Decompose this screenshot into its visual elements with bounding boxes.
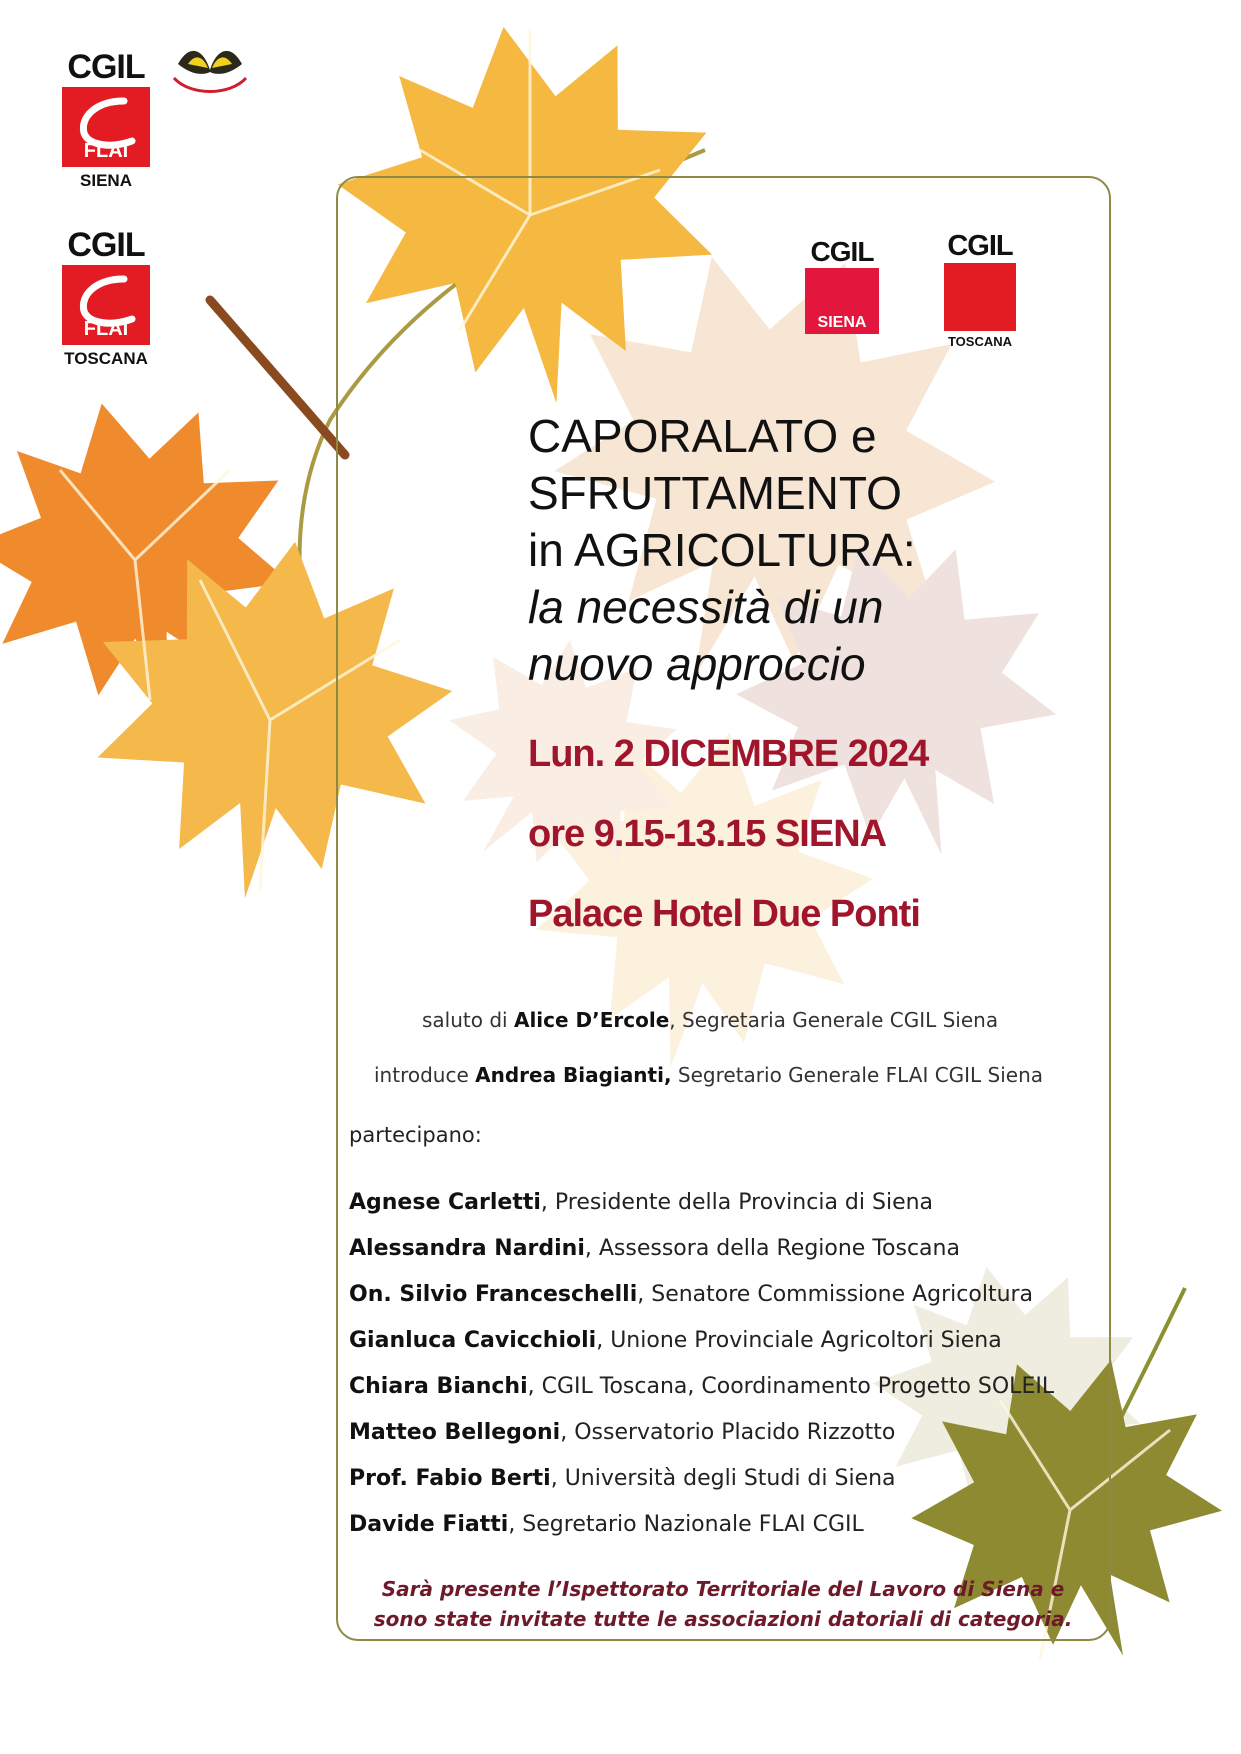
participant-role: , Segretario Nazionale FLAI CGIL — [508, 1512, 864, 1537]
title-line-5: nuovo approccio — [528, 638, 866, 690]
participant-name: Alessandra Nardini — [349, 1236, 585, 1261]
stem-brown — [210, 300, 345, 455]
list-item — [349, 1226, 1054, 1272]
participant-name: Davide Fiatti — [349, 1512, 509, 1537]
participant-name: Chiara Bianchi — [349, 1374, 528, 1399]
logo-sub: TOSCANA — [64, 349, 148, 368]
introduction-line — [374, 1063, 1043, 1087]
flai-mark — [62, 265, 150, 345]
participant-role: , Osservatorio Placido Rizzotto — [560, 1420, 896, 1445]
list-item — [349, 1502, 1054, 1548]
participant-name: Gianluca Cavicchioli — [349, 1328, 597, 1353]
logo-cgil-siena — [802, 238, 882, 334]
title-line-3: in AGRICOLTURA: — [528, 524, 916, 576]
title-line-1: CAPORALATO e — [528, 410, 877, 462]
flai-mark-label: FLAI — [83, 140, 129, 162]
event-venue: Palace Hotel Due Ponti — [528, 893, 920, 935]
participant-role: , CGIL Toscana, Coordinamento Progetto SOLEIL — [527, 1374, 1055, 1399]
title-line-2: SFRUTTAMENTO — [528, 467, 902, 519]
logo-flai-cgil-siena — [58, 50, 154, 191]
note-line-2: sono state invitate tutte le associazioni datoriali di categoria. — [373, 1607, 1073, 1631]
greeting-role: , Segretaria Generale CGIL Siena — [669, 1008, 999, 1032]
logo-flai-cgil-toscana — [58, 228, 154, 369]
butterfly-icon — [174, 51, 246, 92]
participant-role: , Senatore Commissione Agricoltura — [637, 1282, 1034, 1307]
logo-sub: TOSCANA — [947, 334, 1013, 349]
greeting-line — [422, 1008, 998, 1032]
participant-name: Agnese Carletti — [349, 1190, 541, 1215]
cgil-red-square — [944, 263, 1016, 331]
event-date: Lun. 2 DICEMBRE 2024 — [528, 733, 929, 775]
greeting-name: Alice D’Ercole — [513, 1008, 670, 1032]
participants-heading: partecipano: — [349, 1123, 482, 1147]
intro-role: Segretario Generale FLAI CGIL Siena — [671, 1063, 1044, 1087]
participant-role: , Unione Provinciale Agricoltori Siena — [596, 1328, 1002, 1353]
logo-sub: SIENA — [80, 171, 132, 190]
logo-brand: CGIL — [947, 230, 1013, 262]
flai-mark — [62, 87, 150, 167]
participants-list — [349, 1180, 1054, 1548]
event-title — [528, 408, 916, 693]
list-item — [349, 1272, 1054, 1318]
event-time-place: ore 9.15-13.15 SIENA — [528, 813, 887, 855]
greeting-prefix: saluto di — [422, 1008, 508, 1032]
intro-name: Andrea Biagianti, — [475, 1063, 672, 1087]
list-item — [349, 1410, 1054, 1456]
logo-brand: CGIL — [67, 48, 145, 86]
closing-note — [338, 1574, 1108, 1634]
cgil-red-square — [805, 268, 879, 334]
list-item — [349, 1456, 1054, 1502]
logo-cgil-toscana — [938, 232, 1022, 349]
list-item — [349, 1180, 1054, 1226]
participant-name: On. Silvio Franceschelli — [349, 1282, 638, 1307]
logo-sub: SIENA — [817, 314, 867, 331]
list-item — [349, 1364, 1054, 1410]
participant-name: Matteo Bellegoni — [349, 1420, 561, 1445]
list-item — [349, 1318, 1054, 1364]
logo-brand: CGIL — [810, 236, 874, 267]
logo-brand: CGIL — [67, 226, 145, 264]
participant-role: , Università degli Studi di Siena — [550, 1466, 896, 1491]
intro-prefix: introduce — [374, 1063, 469, 1087]
participant-name: Prof. Fabio Berti — [349, 1466, 551, 1491]
note-line-1: Sarà presente l’Ispettorato Territoriale del Lavoro di Siena e — [381, 1577, 1065, 1601]
flai-mark-label: FLAI — [83, 318, 129, 340]
participant-role: , Presidente della Provincia di Siena — [540, 1190, 934, 1215]
title-line-4: la necessità di un — [528, 581, 884, 633]
participant-role: , Assessora della Regione Toscana — [584, 1236, 960, 1261]
